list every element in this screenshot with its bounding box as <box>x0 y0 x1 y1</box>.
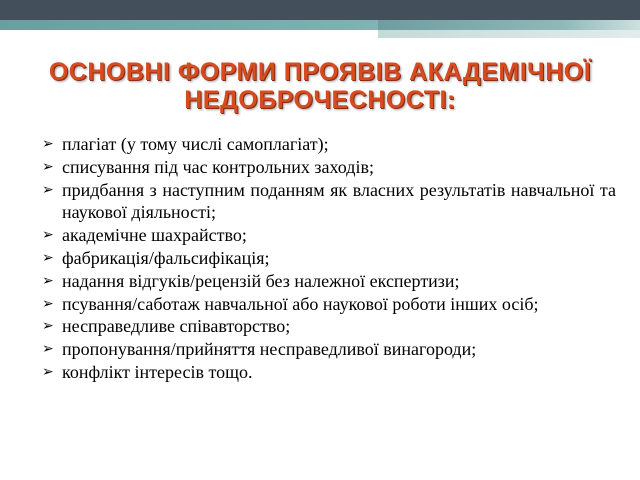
bullet-list <box>42 133 616 384</box>
chevron-right-icon: ➢ <box>42 136 54 152</box>
list-item-text: списування під час контрольних заходів; <box>62 156 374 177</box>
slide-title-line-1: ОСНОВНІ ФОРМИ ПРОЯВІВ АКАДЕМІЧНОЇ <box>48 58 592 86</box>
chevron-right-icon: ➢ <box>42 318 54 335</box>
list-item <box>42 270 616 293</box>
list-item <box>42 361 616 384</box>
list-item-text: фабрикація/фальсифікація; <box>62 247 270 268</box>
list-item <box>42 156 616 179</box>
list-item <box>42 133 616 156</box>
chevron-right-icon: ➢ <box>42 272 54 289</box>
slide-title-line-2: НЕДОБРОЧЕСНОСТІ: <box>184 86 456 114</box>
header-light-band <box>378 30 640 38</box>
list-item-text: придбання з наступним поданням як власних результатів навчальної та наукової діяльності; <box>62 179 616 223</box>
chevron-right-icon: ➢ <box>42 363 54 380</box>
list-item-text: пропонування/прийняття несправедливої винагороди; <box>62 339 477 360</box>
chevron-right-icon: ➢ <box>42 227 54 244</box>
chevron-right-icon: ➢ <box>42 181 54 198</box>
list-item <box>42 315 616 338</box>
list-item <box>42 247 616 270</box>
list-item <box>42 224 616 247</box>
list-item-text: конфлікт інтересів тощо. <box>62 361 253 382</box>
list-item-text: надання відгуків/рецензій без належної експертизи; <box>62 270 460 291</box>
chevron-right-icon: ➢ <box>42 249 54 266</box>
chevron-right-icon: ➢ <box>42 295 54 312</box>
list-item-text: плагіат (у тому числі самоплагіат); <box>62 134 329 154</box>
chevron-right-icon: ➢ <box>42 341 54 358</box>
list-item-text: псування/саботаж навчальної або наукової роботи інших осіб; <box>62 293 539 314</box>
list-item <box>42 293 616 316</box>
slide-title <box>0 58 640 114</box>
list-item-text: академічне шахрайство; <box>62 225 247 246</box>
header-accent-band <box>378 20 640 30</box>
chevron-right-icon: ➢ <box>42 158 54 175</box>
list-item <box>42 338 616 361</box>
header-dark-band <box>0 0 640 20</box>
list-item-text: несправедливе співавторство; <box>62 316 291 337</box>
list-item <box>42 179 616 225</box>
